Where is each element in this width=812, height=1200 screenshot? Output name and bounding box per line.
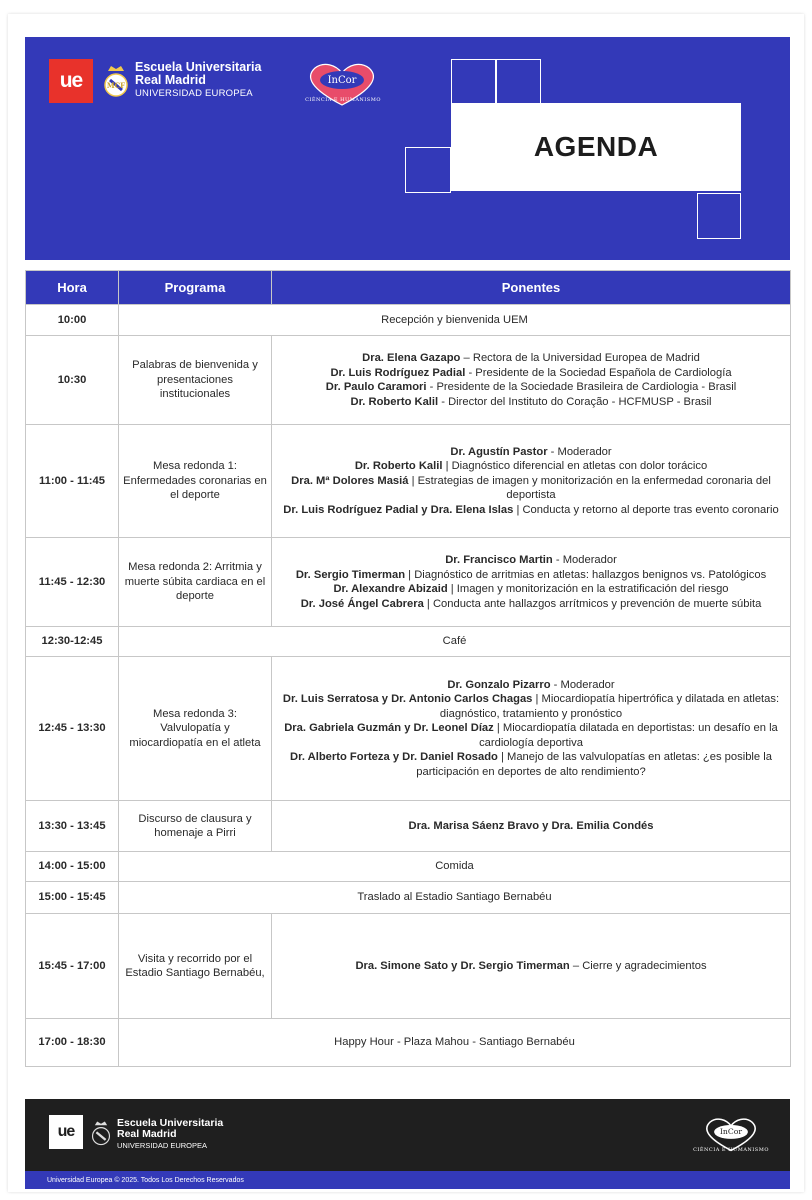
- row-ponentes: [272, 336, 791, 425]
- speaker-line: Dr. Agustín Pastor - Moderador: [450, 445, 612, 458]
- speaker-line: Dra. Elena Gazapo – Rectora de la Universidad Europea de Madrid: [362, 352, 700, 364]
- table-row: [26, 657, 791, 801]
- table-header-row: [26, 271, 791, 305]
- svg-text:MCF: MCF: [106, 81, 126, 90]
- table-row: [26, 627, 791, 657]
- table-row: [26, 914, 791, 1019]
- incor-heart-logo: [301, 59, 383, 111]
- row-time: 14:00 - 15:00: [26, 852, 119, 882]
- row-merged-text: Recepción y bienvenida UEM: [119, 305, 791, 336]
- column-header-programa: Programa: [119, 271, 272, 305]
- table-row: [26, 425, 791, 538]
- incor-tagline: CIÊNCIA E HUMANISMO: [305, 97, 381, 103]
- brand-line-2: Real Madrid: [135, 73, 206, 87]
- row-time: 11:45 - 12:30: [26, 538, 119, 627]
- copyright-text: Universidad Europea © 2025. Todos Los Derechos Reservados: [47, 1176, 244, 1184]
- row-time: 10:30: [26, 336, 119, 425]
- table-row: [26, 1019, 791, 1067]
- row-time: 12:30-12:45: [26, 627, 119, 657]
- row-programa: Palabras de bienvenida y presentaciones institucionales: [119, 336, 272, 425]
- footer-brand-text: [117, 1118, 223, 1150]
- speaker-line: Dr. Gonzalo Pizarro - Moderador: [447, 678, 615, 691]
- row-merged-text: Café: [119, 627, 791, 657]
- speaker-line: Dr. Roberto Kalil | Diagnóstico diferencial en atletas con dolor torácico: [354, 460, 708, 473]
- footer-brand-line-2: Real Madrid: [117, 1128, 177, 1140]
- footer: [25, 1099, 790, 1189]
- row-programa: Mesa redonda 3: Valvulopatía y miocardiopatía en el atleta: [119, 657, 272, 801]
- row-programa: Discurso de clausura y homenaje a Pirri: [119, 801, 272, 852]
- row-time: 12:45 - 13:30: [26, 657, 119, 801]
- ue-logo: ue: [49, 59, 93, 103]
- speaker-line: Dra. Simone Sato y Dr. Sergio Timerman – Cierre y agradecimientos: [355, 959, 707, 972]
- speaker-line: Dra. Mª Dolores Masiá | Estrategias de imagen y monitorización en la enfermedad coronaria del deportista: [291, 474, 771, 502]
- header-banner: [25, 37, 790, 260]
- real-madrid-crest-icon: [103, 63, 129, 99]
- decor-square: [697, 193, 741, 239]
- speaker-line: Dr. Roberto Kalil - Director del Instituto do Coração - HCFMUSP - Brasil: [350, 395, 712, 408]
- row-programa: Mesa redonda 1: Enfermedades coronarias en el deporte: [119, 425, 272, 538]
- row-programa: Visita y recorrido por el Estadio Santiago Bernabéu,: [119, 914, 272, 1019]
- table-row: [26, 336, 791, 425]
- speaker-line: Dra. Gabriela Guzmán y Dr. Leonel Díaz | Miocardiopatía dilatada en deportistas: un desafío en la cardiología deportiva: [284, 722, 778, 749]
- row-merged-text: Traslado al Estadio Santiago Bernabéu: [119, 882, 791, 914]
- speaker-line: Dra. Marisa Sáenz Bravo y Dra. Emilia Condés: [408, 819, 654, 832]
- speaker-line: Dr. Alexandre Abizaid | Imagen y monitorización en la estratificación del riesgo: [333, 583, 729, 595]
- agenda-title-box: [451, 103, 741, 191]
- row-time: 10:00: [26, 305, 119, 336]
- decor-square: [405, 147, 451, 193]
- row-time: 11:00 - 11:45: [26, 425, 119, 538]
- table-row: [26, 305, 791, 336]
- speaker-line: Dr. Paulo Caramori - Presidente de la Sociedade Brasileira de Cardiologia - Brasil: [325, 381, 737, 393]
- row-merged-text: Happy Hour - Plaza Mahou - Santiago Bernabéu: [119, 1019, 791, 1067]
- speaker-line: Dr. Francisco Martin - Moderador: [445, 554, 617, 566]
- incor-logo-text: InCor: [327, 75, 357, 86]
- speaker-line: Dr. Luis Serratosa y Dr. Antonio Carlos Chagas | Miocardiopatía hipertrófica y dilatada en atletas: diagnóstico, tratamiento y pronóstico: [282, 693, 780, 720]
- speaker-line: Dr. Luis Rodríguez Padial y Dra. Elena Islas | Conducta y retorno al deporte tras evento coronario: [283, 503, 779, 516]
- brand-text: [135, 61, 261, 99]
- table-row: [26, 882, 791, 914]
- row-merged-text: Comida: [119, 852, 791, 882]
- row-ponentes: [272, 657, 791, 801]
- row-ponentes: [272, 801, 791, 852]
- row-time: 17:00 - 18:30: [26, 1019, 119, 1067]
- footer-brand-line-1: Escuela Universitaria: [117, 1117, 224, 1129]
- brand-line-3: UNIVERSIDAD EUROPEA: [135, 88, 253, 99]
- footer-ue-logo: ue: [49, 1115, 83, 1149]
- table-row: [26, 852, 791, 882]
- decor-square: [495, 59, 541, 105]
- column-header-ponentes: Ponentes: [272, 271, 791, 305]
- page-title: AGENDA: [533, 131, 659, 162]
- speaker-line: Dr. Luis Rodríguez Padial - Presidente de la Sociedad Española de Cardiología: [330, 366, 732, 379]
- brand-line-1: Escuela Universitaria: [135, 60, 262, 74]
- column-header-hora: Hora: [26, 271, 119, 305]
- speaker-line: Dr. José Ángel Cabrera | Conducta ante hallazgos arrítmicos y prevención de muerte súbita: [300, 597, 762, 610]
- footer-real-madrid-crest-icon: [91, 1119, 111, 1147]
- table-row: [26, 538, 791, 627]
- row-time: 15:45 - 17:00: [26, 914, 119, 1019]
- row-time: 15:00 - 15:45: [26, 882, 119, 914]
- row-programa: Mesa redonda 2: Arritmia y muerte súbita cardiaca en el deporte: [119, 538, 272, 627]
- speaker-line: Dr. Alberto Forteza y Dr. Daniel Rosado | Manejo de las valvulopatías en atletas: ¿es posible la participación en deportes de alto rendimiento?: [290, 751, 772, 778]
- copyright-bar: [25, 1171, 790, 1189]
- row-ponentes: [272, 425, 791, 538]
- table-row: [26, 801, 791, 852]
- row-ponentes: [272, 538, 791, 627]
- row-ponentes: [272, 914, 791, 1019]
- agenda-table: [25, 270, 791, 1067]
- speaker-line: Dr. Sergio Timerman | Diagnóstico de arritmias en atletas: hallazgos benignos vs. Patológicos: [295, 568, 767, 581]
- decor-square: [451, 59, 497, 105]
- footer-incor-tagline: CIÊNCIA E HUMANISMO: [693, 1147, 769, 1153]
- row-time: 13:30 - 13:45: [26, 801, 119, 852]
- footer-brand-line-3: UNIVERSIDAD EUROPEA: [117, 1141, 208, 1150]
- footer-incor-logo-text: InCor: [719, 1127, 743, 1137]
